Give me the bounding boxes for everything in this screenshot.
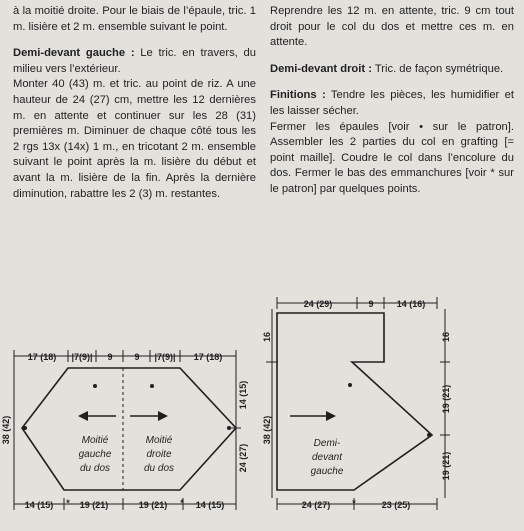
front-label-2: devant: [311, 452, 343, 463]
back-bottom-dim-1: 14 (15): [24, 500, 54, 510]
back-top-dim-3: 9: [107, 352, 113, 362]
back-bottom-star-left: *: [66, 498, 70, 508]
back-left-label-3: du dos: [79, 463, 111, 474]
back-top-dim-2: |7(9)|: [71, 352, 93, 362]
finishing-heading: Finitions :: [270, 89, 326, 102]
back-top-dim-4: 9: [134, 352, 140, 362]
right-front-heading: Demi-devant droit :: [270, 62, 372, 75]
front-left-top-height: 16: [262, 331, 272, 343]
back-right-top-height: 14 (15): [238, 380, 248, 410]
front-right-mid-height: 19 (21): [441, 384, 451, 414]
finishing-body-2: Fermer les épaules [voir • sur le patron]. Assembler les 2 parties du col en grafting [= point maille]. Coudre le col dans l’encolure du dos. Fermer le bas des emmanchures [voir * sur le patron] par quelques points.: [270, 120, 514, 195]
back-bottom-dim-3: 19 (21): [138, 500, 168, 510]
back-bottom-star-right: *: [180, 498, 184, 508]
right-front-body: Tric. de façon symétrique.: [371, 62, 504, 75]
front-right-bottom-height: 19 (21): [441, 451, 451, 481]
front-bottom-dim-1: 24 (27): [301, 500, 331, 510]
back-right-label-3: du dos: [143, 463, 175, 474]
finishing-body-1: Tendre les pièces, les humidifier et les laisser sécher.: [270, 89, 514, 117]
back-right-bottom-height: 24 (27): [238, 443, 248, 473]
front-right-top-height: 16: [441, 331, 451, 343]
back-bottom-dim-4: 14 (15): [195, 500, 225, 510]
front-top-dim-3: 14 (16): [396, 299, 426, 309]
back-bottom-dim-2: 19 (21): [79, 500, 109, 510]
collar-instruction: Reprendre les 12 m. en attente, tric. 9 cm tout droit pour le col du dos et mettre ces m. en attente.: [270, 5, 514, 49]
front-diagram-labels: [262, 299, 451, 510]
front-label-1: Demi-: [313, 438, 341, 449]
back-top-dim-1: 17 (18): [27, 352, 57, 362]
back-left-label-1: Moitié: [81, 435, 109, 446]
front-label-3: gauche: [310, 466, 344, 477]
back-right-label-2: droite: [146, 449, 172, 460]
back-instruction-end: à la moitié droite. Pour le biais de l’épaule, tric. 1 m. lisière et 2 m. ensemble suivant le point.: [13, 5, 256, 33]
back-left-label-2: gauche: [78, 449, 112, 460]
front-diagram: [266, 297, 450, 510]
back-top-dim-5: |7(9)|: [154, 352, 176, 362]
front-bottom-star: *: [352, 498, 356, 508]
left-front-body: Monter 40 (43) m. et tric. au point de riz. A une hauteur de 24 (27) cm, mettre les 12 dernières m. en attente et continuer sur les 28 (31) premières m. Diminuer de chaque côté tous les 2 rgs 13x (14x) 1 m., en tricotant 2 m. ensemble suivant le point après la m. lisière du début et avant la m. lisière de la fin. Après la dernière diminution, rabattre les 2 (3) m. restantes.: [13, 78, 256, 200]
front-bottom-dim-2: 23 (25): [381, 500, 411, 510]
back-left-height: 38 (42): [1, 415, 11, 445]
front-left-height: 38 (42): [262, 415, 272, 445]
left-front-intro: Le tric. en travers, du milieu vers l’extérieur.: [13, 47, 256, 75]
front-top-dim-2: 9: [368, 299, 374, 309]
back-diagram: [14, 350, 241, 510]
left-front-heading: Demi-devant gauche :: [13, 47, 135, 60]
front-top-dim-1: 24 (29): [303, 299, 333, 309]
back-top-dim-6: 17 (18): [193, 352, 223, 362]
back-right-label-1: Moitié: [145, 435, 173, 446]
back-diagram-labels: [1, 352, 248, 510]
